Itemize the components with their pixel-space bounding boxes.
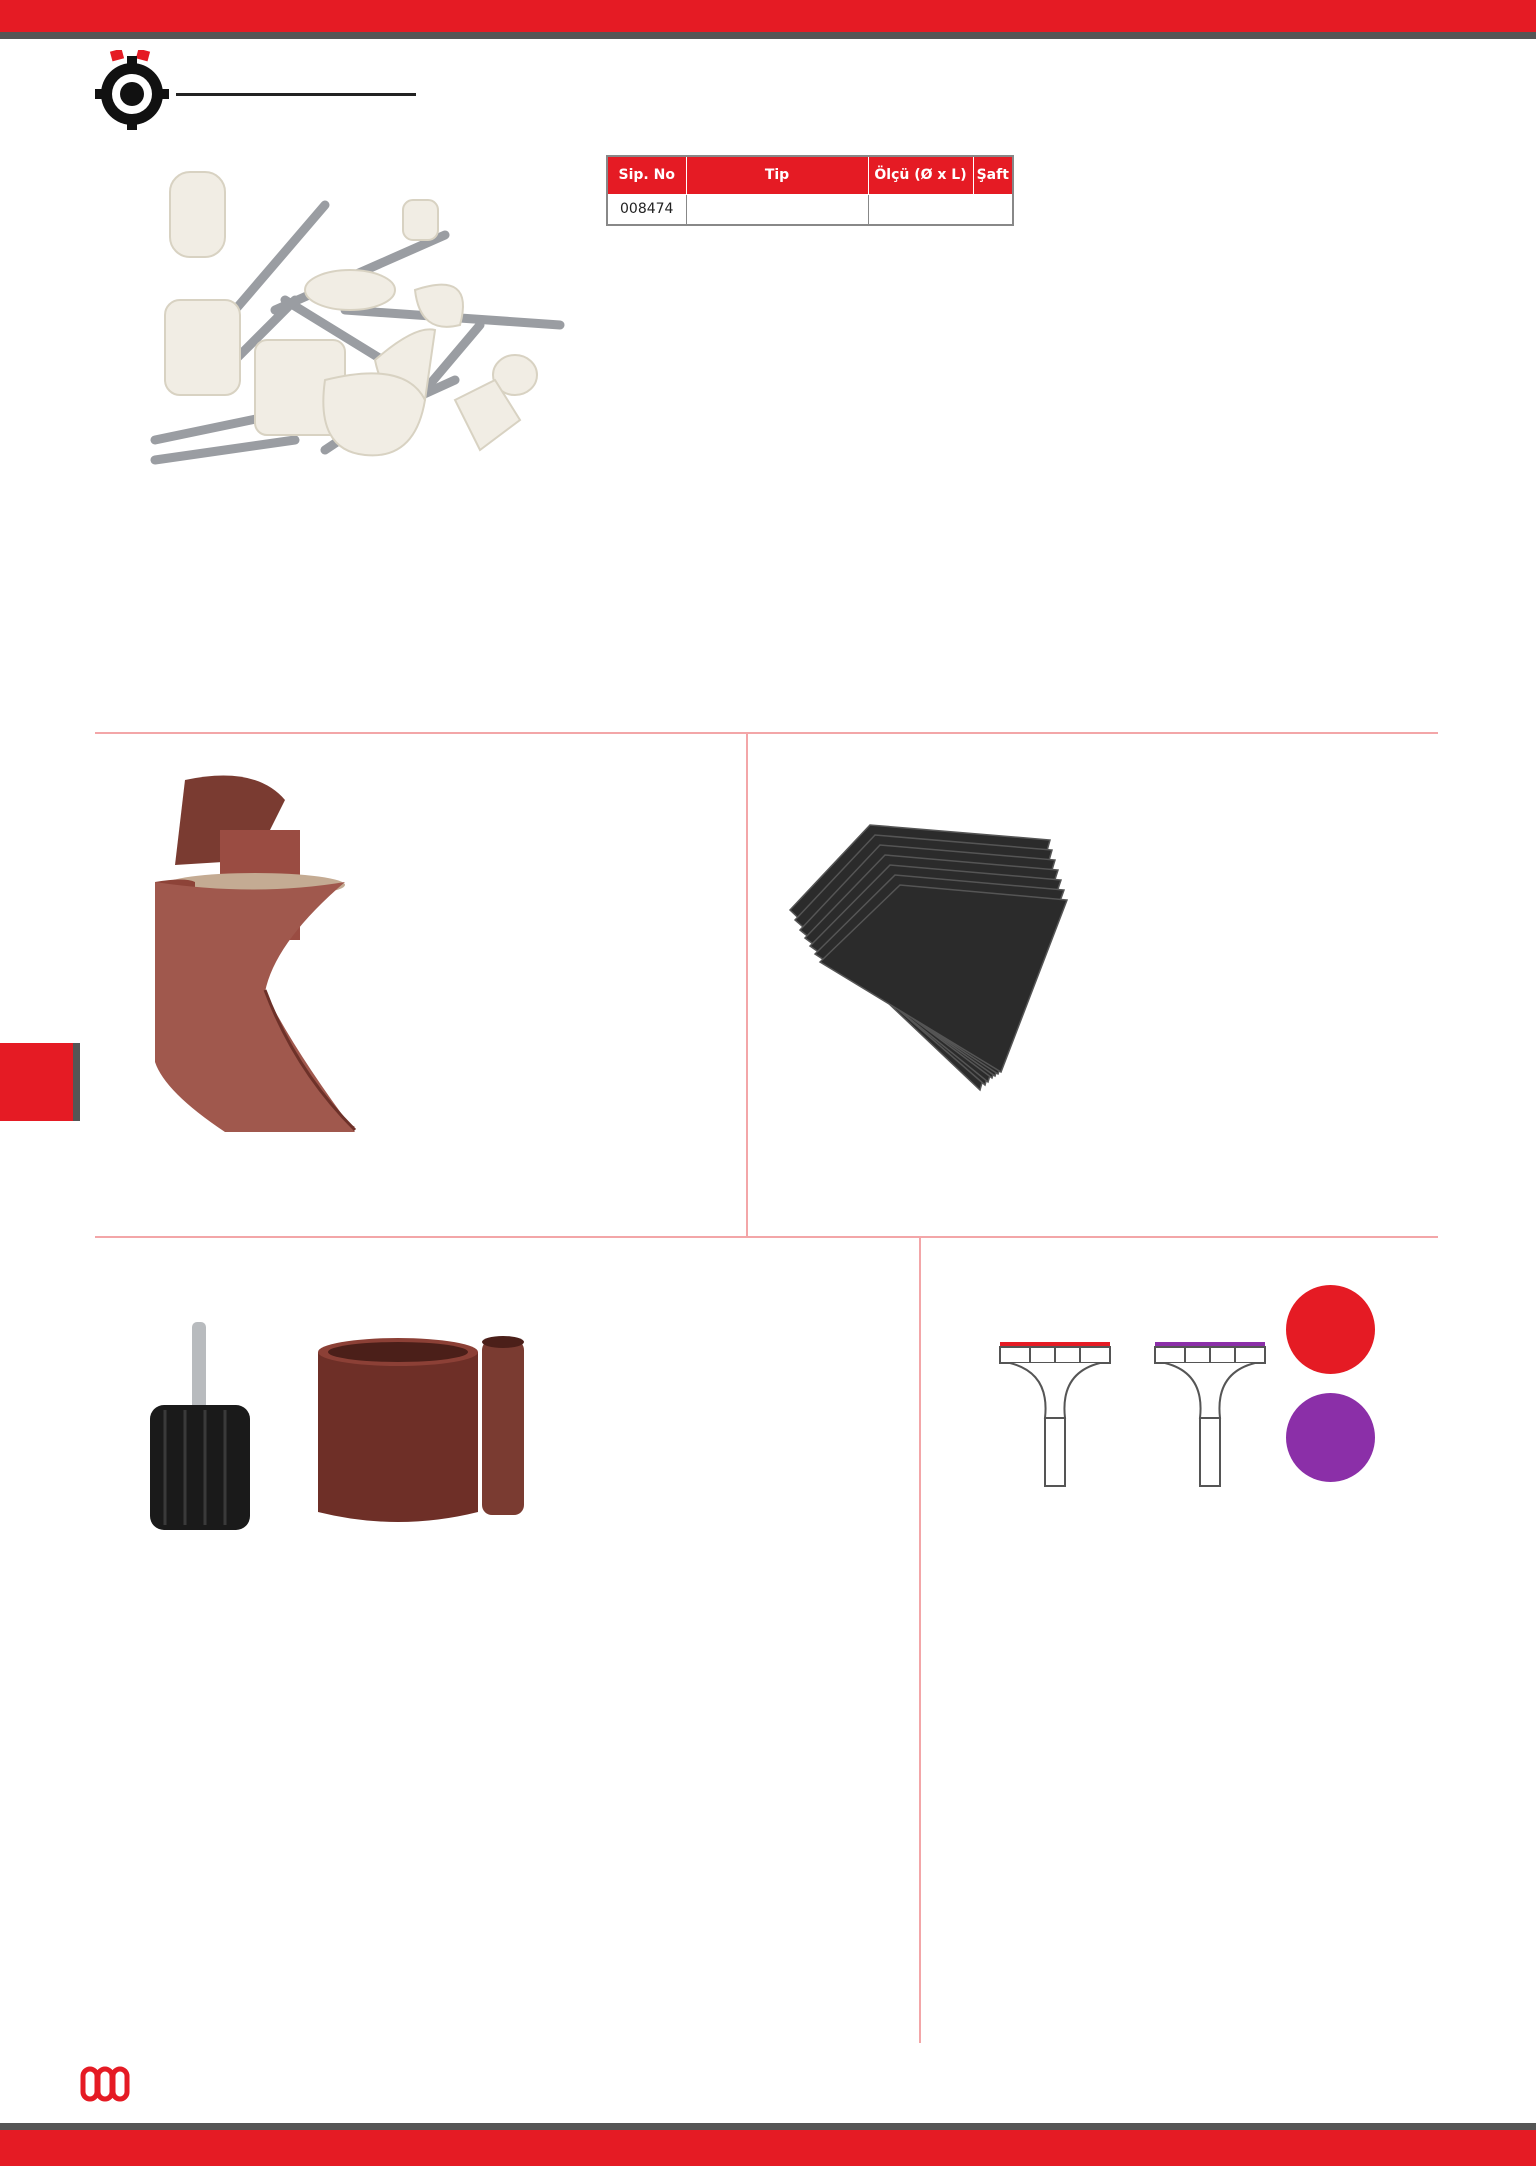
elastic-soft-tool-icon xyxy=(1150,1340,1270,1490)
column-header: Şaft xyxy=(973,156,1013,194)
logo-divider xyxy=(176,93,416,96)
column-header: Ölçü (Ø x L) xyxy=(868,156,973,194)
cloth-roll-image xyxy=(145,770,370,1140)
sandpaper-sheets-image xyxy=(780,820,1100,1100)
section-divider xyxy=(95,732,1438,734)
red-disc-swatch xyxy=(1286,1285,1375,1374)
bottom-bar xyxy=(0,2130,1536,2166)
order-number: 008474 xyxy=(607,194,686,225)
top-bar xyxy=(0,0,1536,32)
section-divider xyxy=(95,1236,1438,1238)
purple-disc-swatch xyxy=(1286,1393,1375,1482)
column-header: Sip. No xyxy=(607,156,686,194)
table-row xyxy=(607,194,1013,225)
column-header: Tip xyxy=(686,156,868,194)
section-divider-vertical xyxy=(746,732,748,1237)
table-header-row xyxy=(607,156,1013,194)
felt-bobs-image xyxy=(95,160,575,520)
page-tab xyxy=(0,1043,80,1121)
section-divider-vertical xyxy=(919,1236,921,2043)
felt-table-left xyxy=(606,155,1014,226)
type-diagram-cell xyxy=(686,194,868,225)
spiro-band-image xyxy=(140,1310,540,1540)
elastic-tool-icon xyxy=(995,1340,1115,1490)
hoffen-logo-icon xyxy=(80,2066,130,2102)
gear-logo-icon xyxy=(95,50,171,130)
